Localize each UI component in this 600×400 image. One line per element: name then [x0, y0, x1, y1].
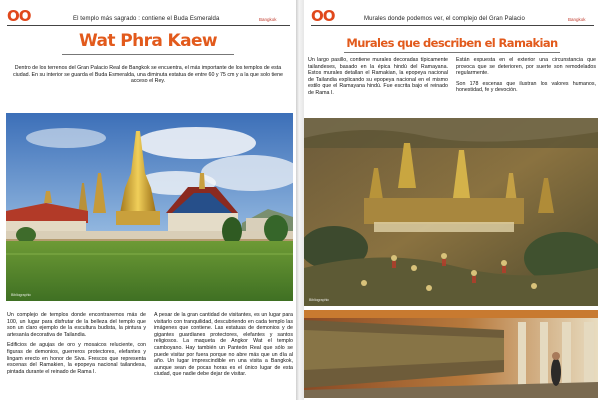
title-rule — [62, 54, 234, 55]
gallery-image — [304, 310, 598, 398]
body-column-1 — [7, 312, 146, 379]
magazine-logo: OO — [7, 7, 31, 25]
intro-paragraph: Dentro de los terrenos del Gran Palacio Real de Bangkok se encuentra, el más importante de los templos de esta ciudad. En su interior se guarda el Buda Esmeralda, una diminuta estatua de entre 60 y 75 cm y a la que solo tiene acceso el Rey. — [12, 65, 283, 85]
body-column-2 — [154, 312, 293, 382]
body-paragraph: Están expuesta en el exterior una circunstancia que provoca que se deterioren, por suerte son remodelados regularmente. — [456, 57, 596, 77]
photo-credit: Bibliographic — [11, 293, 32, 297]
page-title: Murales que describen el Ramakian — [346, 36, 558, 50]
mural-image — [304, 118, 598, 306]
temple-photo-image — [6, 113, 293, 301]
section-tag: Bangkok — [568, 17, 586, 22]
body-column-1 — [308, 57, 448, 101]
temple-photo — [6, 113, 293, 301]
photo-credit: Bibliographic — [309, 298, 330, 302]
body-paragraph: Un complejo de templos donde encontraremos más de 100, un lugar para disfrutar de la belleza del templo que son un claro ejemplo de la escultura budista, la pintura y artesanía decorativa de Tailandia. — [7, 312, 146, 338]
magazine-logo: OO — [311, 7, 335, 25]
gallery-photo — [304, 310, 598, 398]
page-title: Wat Phra Kaew — [78, 31, 218, 51]
title-rule — [344, 52, 560, 53]
section-tag: Bangkok — [259, 17, 277, 22]
running-head: El templo más sagrado : contiene el Buda Esmeralda — [73, 16, 220, 22]
book-gutter — [296, 0, 304, 400]
header-rule — [311, 25, 594, 26]
body-column-2 — [456, 57, 596, 98]
right-page — [304, 0, 600, 400]
body-paragraph: Un largo pasillo, contiene murales decoradas típicamente tailandeses, basado en la épica hindú del Ramayana. Estos murales detallan el Ramakian, la epopeya nacional de Tailandia explicando su epopeya nacional en el mismo estilo que el Ramayana hindú. Fue escrita bajo el reinado de Rama I. — [308, 57, 448, 96]
body-paragraph: Son 178 escenas que ilustran los valores humanos, honestidad, fe y devoción. — [456, 80, 596, 94]
mural-photo — [304, 118, 598, 306]
body-paragraph: A pesar de la gran cantidad de visitantes, es un lugar para visitarlo con tranquilidad, descubriendo en cada templo las imágenes que contiene. Las estatuas de demonios y de gigantes guardianes protectores, elefantes y santos religiosos. La maqueta de Angkor Wat el templo camboyano. Hay también un Panteón Real que sólo se puede visitar por fuera porque no abre más que un día al año. Un lugar imprescindible en una visita a Bangkok, aunque sean de pocas horas es el único lugar de esta ciudad, que nadie debe dejar de visitar. — [154, 312, 293, 378]
running-head: Murales donde podemos ver, el complejo del Gran Palacio — [364, 16, 525, 22]
header-rule — [7, 25, 290, 26]
body-paragraph: Edificios de agujas de oro y mosaicos reluciente, con figuras de demonios, guerreros protectores, elefantes y lingam erecto en honor de Siva. Frescos que representa escenas del Ramakien, la epopeya nacional tailandesa, pintada durante el reinado de Rama I. — [7, 342, 146, 375]
left-page — [0, 0, 296, 400]
